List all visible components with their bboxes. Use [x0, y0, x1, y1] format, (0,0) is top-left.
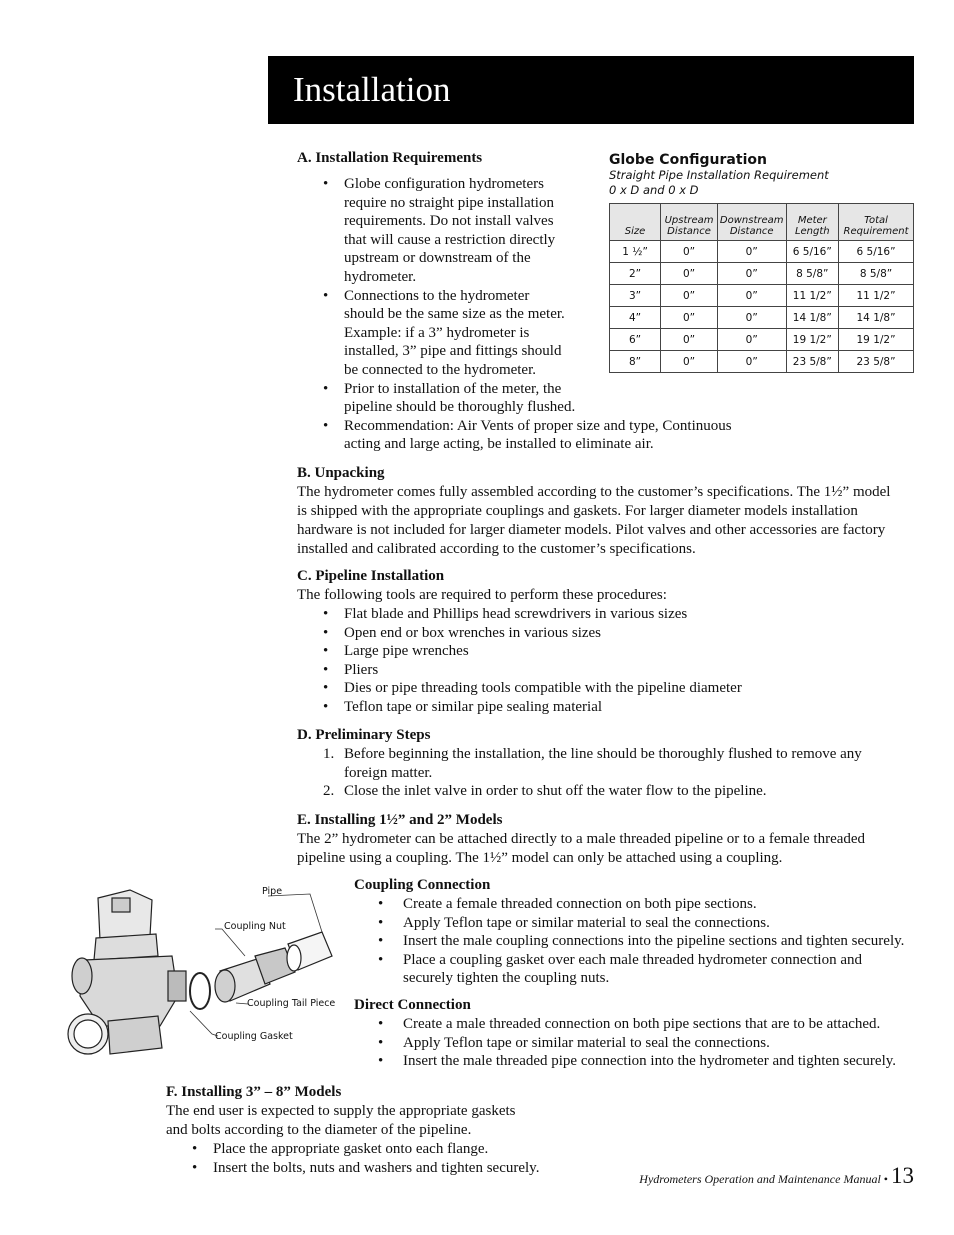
section-f-text: The end user is expected to supply the appropriate gaskets and bolts according to the diameter of the pipeline. — [166, 1103, 516, 1138]
section-f — [166, 1083, 586, 1177]
section-a-title: A. Installation Requirements — [297, 150, 483, 166]
list-item: • Dies or pipe threading tools compatible with the pipeline diameter — [323, 680, 742, 697]
globe-table — [609, 203, 914, 373]
footer-separator: • — [883, 1172, 888, 1186]
section-c-list — [297, 605, 922, 717]
table-row: 1 ½” 0” 0” 6 5/16” 6 5/16” — [610, 241, 914, 263]
list-item: • Globe configuration hydrometers require no straight pipe installation requirements. Do not install valves that will cause a restriction directly upstream or downstream of the hydrometer. — [323, 176, 556, 285]
label-coupling-gasket: Coupling Gasket — [215, 1031, 293, 1042]
header-downstream: Downstream Distance — [717, 204, 786, 241]
globe-title: Globe Configuration — [609, 152, 767, 168]
globe-subtitle-formula: 0 x D and 0 x D — [609, 183, 699, 197]
direct-title: Direct Connection — [354, 996, 471, 1013]
label-coupling-tail-piece: Coupling Tail Piece — [247, 998, 336, 1009]
header-total: Total Requirement — [839, 204, 914, 241]
label-coupling-nut: Coupling Nut — [224, 921, 286, 932]
table-row: 2” 0” 0” 8 5/8” 8 5/8” — [610, 263, 914, 285]
list-item: • Apply Teflon tape or similar material to seal the connections. — [378, 914, 770, 931]
list-item: 1. Before beginning the installation, the line should be thoroughly flushed to remove any foreign matter. — [323, 746, 862, 781]
coupling-list — [354, 895, 934, 988]
section-f-title: F. Installing 3” – 8” Models — [166, 1084, 342, 1100]
section-d-title: D. Preliminary Steps — [297, 727, 431, 743]
page-footer — [639, 1163, 914, 1189]
list-item: • Open end or box wrenches in various sizes — [323, 624, 602, 641]
direct-list — [354, 1015, 934, 1071]
section-d — [297, 726, 922, 801]
list-item: • Apply Teflon tape or similar material to seal the connections. — [378, 1034, 770, 1051]
page-title: Installation — [293, 70, 451, 109]
section-d-steps — [297, 745, 922, 801]
list-item: • Insert the bolts, nuts and washers and tighten securely. — [192, 1159, 540, 1176]
hydrometer-illustration — [60, 876, 340, 1061]
list-item: • Teflon tape or similar pipe sealing material — [323, 698, 603, 715]
section-e-title: E. Installing 1½” and 2” Models — [297, 812, 503, 828]
section-c — [297, 567, 922, 717]
table-row: 3” 0” 0” 11 1/2” 11 1/2” — [610, 285, 914, 307]
list-item: 2. Close the inlet valve in order to shut off the water flow to the pipeline. — [323, 783, 767, 800]
list-item: • Place the appropriate gasket onto each flange. — [192, 1141, 489, 1157]
table-row: 8” 0” 0” 23 5/8” 23 5/8” — [610, 351, 914, 373]
section-b — [297, 464, 922, 559]
section-e-text: The 2” hydrometer can be attached directly to a male threaded pipeline or to a female threaded pipeline using a coupling. The 1½” model can only be attached using a coupling. — [297, 831, 866, 866]
list-item: • Insert the male coupling connections into the pipeline sections and tighten securely. — [378, 933, 905, 950]
section-b-text: The hydrometer comes fully assembled according to the customer’s specifications. The 1½” model is shipped with the appropriate couplings and gaskets. For larger diameter models installation hardware is not included for larger diameter models. Pilot valves and other accessories are factory installed and calibrated according to the customer’s specifications. — [297, 484, 891, 557]
list-item: • Recommendation: Air Vents of proper size and type, Continuous acting and large acting, be installed to eliminate air. — [323, 417, 732, 453]
list-item: • Place a coupling gasket over each male threaded hydrometer connection and securely tighten the coupling nuts. — [378, 951, 862, 987]
list-item: • Create a female threaded connection on both pipe sections. — [378, 896, 757, 912]
coupling-title: Coupling Connection — [354, 877, 491, 893]
section-e — [297, 811, 922, 868]
table-row: 4” 0” 0” 14 1/8” 14 1/8” — [610, 307, 914, 329]
list-item: • Create a male threaded connection on both pipe sections that are to be attached. — [378, 1015, 881, 1032]
list-item: • Insert the male threaded pipe connection into the hydrometer and tighten securely. — [378, 1053, 897, 1070]
coupling-diagram — [60, 876, 340, 1061]
section-c-intro: The following tools are required to perform these procedures: — [297, 587, 667, 603]
header-size: Size — [610, 204, 661, 241]
list-item: • Flat blade and Phillips head screwdrivers in various sizes — [323, 606, 688, 622]
header-banner — [268, 56, 914, 124]
list-item: • Large pipe wrenches — [323, 643, 469, 660]
page-number: 13 — [891, 1163, 914, 1188]
list-item: • Pliers — [323, 661, 379, 678]
footer-text: Hydrometers Operation and Maintenance Manual — [639, 1172, 881, 1186]
label-pipe: Pipe — [262, 886, 283, 897]
header-upstream: Upstream Distance — [661, 204, 718, 241]
connection-instructions — [354, 876, 934, 1071]
section-c-title: C. Pipeline Installation — [297, 568, 445, 584]
list-item: • Prior to installation of the meter, the pipeline should be thoroughly flushed. — [323, 380, 576, 416]
section-f-list — [166, 1140, 586, 1177]
list-item: • Connections to the hydrometer should be the same size as the meter. Example: if a 3” hydrometer is installed, 3” pipe and fittings should be connected to the hydrometer. — [323, 287, 565, 378]
globe-subtitle: Straight Pipe Installation Requirement — [609, 168, 829, 182]
section-b-title: B. Unpacking — [297, 465, 385, 481]
header-meter-length: Meter Length — [786, 204, 839, 241]
table-header-row — [610, 204, 914, 241]
globe-configuration — [609, 152, 914, 373]
table-row: 6” 0” 0” 19 1/2” 19 1/2” — [610, 329, 914, 351]
